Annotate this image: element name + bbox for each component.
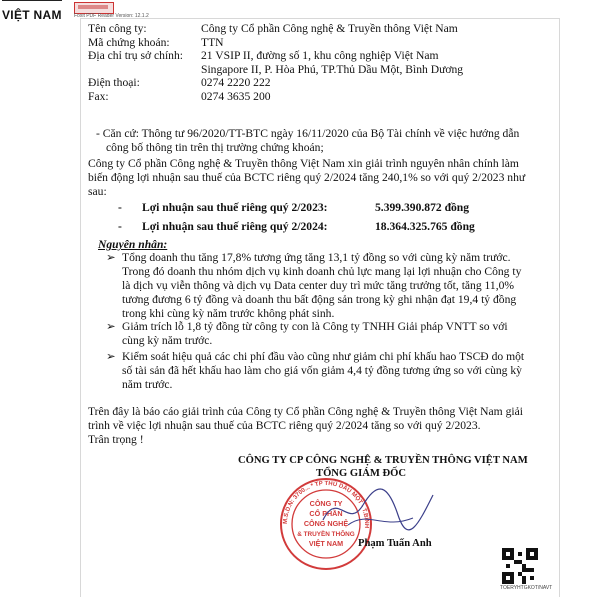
info-row [88,90,463,104]
reason-line: trong khi cùng kỳ năm trước không phát sinh. [122,307,335,320]
qr-code-icon [502,548,538,584]
info-row [88,36,463,50]
reason-line: năm trước. [122,378,173,391]
closing-line: Trên đây là báo cáo giải trình của Công ty Cổ phần Công nghệ & Truyền thông Việt Nam giải [88,405,523,418]
dash-marker: - [118,201,122,214]
bullet-icon: ➢ [106,320,116,333]
reason-line: số tài sản đã hết khấu hao làm cho giá vốn giảm 4,4 tỷ đồng tương ứng so với cùng kỳ [122,364,522,377]
reader-version-note: Foxit PDF Reader Version: 12.1.2 [74,13,149,19]
reason-line: Tổng doanh thu tăng 17,8% tương ứng tăng 13,1 tỷ đồng so với cùng kỳ năm trước. [122,251,511,264]
reason-line: cùng kỳ năm trước. [122,334,213,347]
reason-line: Trong đó doanh thu nhóm dịch vụ kinh doanh chủ lực mang lại lợi nhuận cho Công ty [122,265,522,278]
info-label: Fax: [88,89,109,103]
info-value: Singapore II, P. Hòa Phú, TP.Thủ Dầu Một, Bình Dương [201,62,464,76]
footer-code: TOERYHTGKOT/NAVT [500,585,553,591]
seal-line: CÔNG NGHỆ [303,519,349,528]
info-label: Mã chứng khoán: [88,35,170,49]
signature-company: CÔNG TY CP CÔNG NGHỆ & TRUYỀN THÔNG VIỆT NAM [238,455,528,466]
profit-value: 18.364.325.765 đồng [375,220,475,233]
dash-marker: - [118,220,122,233]
info-value: TTN [201,35,224,49]
info-value: Công ty Cổ phần Công nghệ & Truyền thông Việt Nam [201,22,458,35]
info-value: 0274 3635 200 [201,89,271,103]
bullet-icon: ➢ [106,251,116,264]
reasons-heading: Nguyên nhân: [98,238,168,251]
reason-line: Giảm trích lỗ 1,8 tỷ đồng từ công ty con là Công ty TNHH Giải pháp VNTT so với [122,320,508,333]
reason-line: Kiểm soát hiệu quả các chi phí đầu vào cũng như giảm chi phí khấu hao TSCĐ do một [122,350,525,363]
seal-line: VIỆT NAM [308,539,344,548]
info-row [88,22,463,36]
seal-line: & TRUYỀN THÔNG [297,531,355,538]
info-row [88,76,463,90]
profit-label: Lợi nhuận sau thuế riêng quý 2/2023: [142,201,328,214]
info-label [88,63,201,77]
info-label: Tên công ty: [88,22,147,35]
info-row [88,63,463,77]
info-value: 0274 2220 222 [201,76,271,89]
reason-line: tương đương 6 tỷ đồng và doanh thu bất động sản trong kỳ ghi nhận đạt 19,4 tỷ đồng [122,293,517,306]
handwritten-signature [318,480,438,540]
basis-line: công bố thông tin trên thị trường chứng khoán; [106,141,324,154]
intro-line: biến động lợi nhuận sau thuế của BCTC riêng quý 2/2024 tăng 240,1% so với quý 2/2023 như [88,171,526,184]
info-label: Địa chỉ trụ sở chính: [88,49,183,62]
intro-line: Công ty Cổ phần Công nghệ & Truyền thông Việt Nam xin giải trình nguyên nhân chính làm [88,157,519,170]
bullet-icon: ➢ [106,350,116,363]
signature-title: TỔNG GIÁM ĐỐC [316,468,407,479]
seal-ring-text: M.S.D.N: 3700... * TP THỦ DẦU MỘT - T.BÌNH [282,480,370,529]
profit-value: 5.399.390.872 đồng [375,201,470,214]
info-label: Điện thoại: [88,76,140,89]
brand-name: VIỆT NAM [2,8,62,22]
signer-name: Phạm Tuấn Anh [358,538,432,549]
profit-label: Lợi nhuận sau thuế riêng quý 2/2024: [142,220,328,233]
reason-line: là dịch vụ viễn thông và dịch vụ Data center duy trì mức tăng trưởng tốt, tăng 11,0% [122,279,515,292]
seal-line: CỔ PHẦN [309,509,343,518]
basis-line: - Căn cứ: Thông tư 96/2020/TT-BTC ngày 16/11/2020 của Bộ Tài chính về việc hướng dẫn [96,127,520,140]
intro-line: sau: [88,185,107,198]
closing-line: trình về việc lợi nhuận sau thuế của BCTC riêng quý 2/2024 tăng so với quý 2/2023. [88,419,481,432]
info-row [88,49,463,63]
closing-line: Trân trọng ! [88,433,144,446]
company-info-table [88,22,463,103]
header-top-bar [2,0,62,1]
info-value: 21 VSIP II, đường số 1, khu công nghiệp Việt Nam [201,49,439,62]
seal-line: CÔNG TY [309,499,343,508]
